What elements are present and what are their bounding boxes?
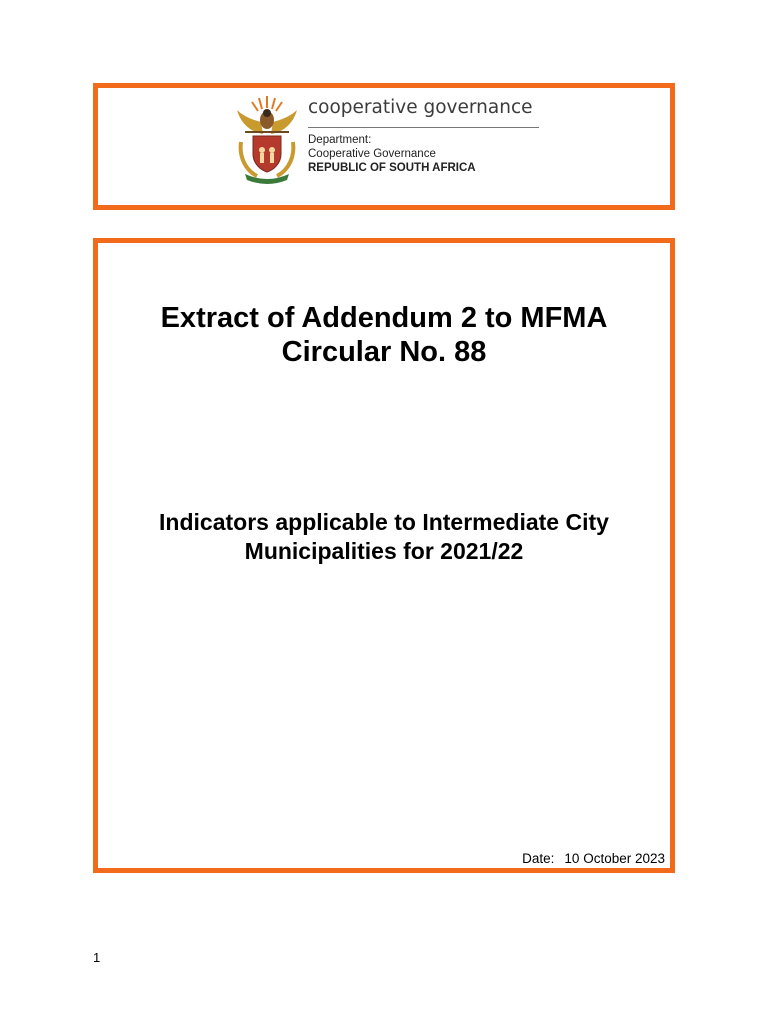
org-divider: [308, 127, 539, 128]
cover-box: [93, 238, 675, 873]
org-title: cooperative governance: [308, 97, 533, 118]
coat-of-arms-icon: [231, 92, 303, 184]
document-title: [98, 301, 670, 369]
title-line-2: Circular No. 88: [281, 336, 487, 368]
subtitle-line-1: Indicators applicable to Intermediate City: [159, 509, 609, 535]
header-box: [93, 83, 675, 210]
org-text-block: [308, 92, 548, 175]
date-label: Date:: [522, 851, 555, 866]
department-logo: [231, 92, 551, 184]
date-value: 10 October 2023: [564, 851, 665, 866]
department-label: Department:: [308, 134, 372, 146]
document-subtitle: [98, 508, 670, 566]
country-name: REPUBLIC OF SOUTH AFRICA: [308, 162, 476, 174]
department-name: Cooperative Governance: [308, 148, 436, 160]
subtitle-line-2: Municipalities for 2021/22: [244, 538, 524, 564]
document-date: [522, 851, 665, 866]
page-number: 1: [93, 950, 101, 965]
title-line-1: Extract of Addendum 2 to MFMA: [160, 302, 608, 334]
